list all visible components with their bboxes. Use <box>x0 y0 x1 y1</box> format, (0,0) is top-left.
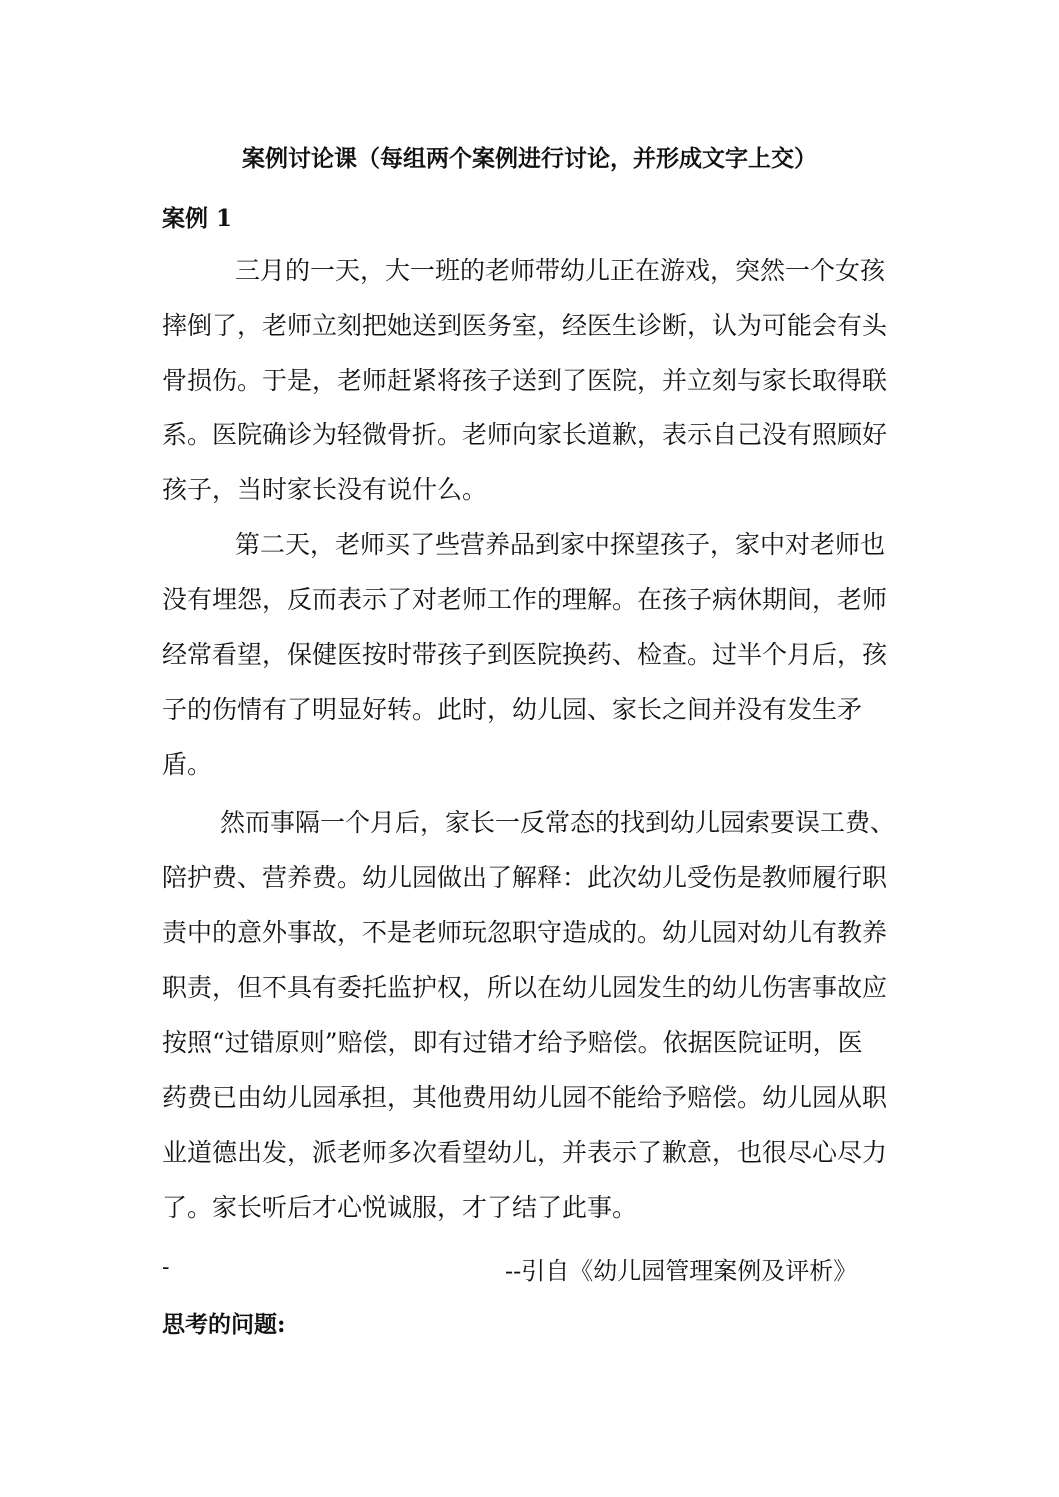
paragraph-line: 孩子，当时家长没有说什么。 <box>162 475 488 504</box>
paragraph-line: 子的伤情有了明显好转。此时，幼儿园、家长之间并没有发生矛 <box>162 695 863 724</box>
paragraph-line: 盾。 <box>162 750 213 779</box>
paragraph-line: 药费已由幼儿园承担，其他费用幼儿园不能给予赔偿。幼儿园从职 <box>162 1083 888 1112</box>
document-title: 案例讨论课（每组两个案例进行讨论，并形成文字上交） <box>242 145 817 172</box>
paragraph-line: 系。医院确诊为轻微骨折。老师向家长道歉，表示自己没有照顾好 <box>162 420 888 449</box>
paragraph-line: 三月的一天，大一班的老师带幼儿正在游戏，突然一个女孩 <box>235 256 886 285</box>
paragraph-line: 摔倒了，老师立刻把她送到医务室，经医生诊断，认为可能会有头 <box>162 311 888 340</box>
case-heading: 案例 1 <box>162 205 233 232</box>
paragraph-line: 职责，但不具有委托监护权，所以在幼儿园发生的幼儿伤害事故应 <box>162 973 888 1002</box>
paragraph-line: 然而事隔一个月后，家长一反常态的找到幼儿园索要误工费、 <box>220 808 896 837</box>
questions-heading: 思考的问题: <box>162 1311 286 1338</box>
paragraph-line: 第二天，老师买了些营养品到家中探望孩子，家中对老师也 <box>235 530 886 559</box>
paragraph-line: 业道德出发，派老师多次看望幼儿，并表示了歉意，也很尽心尽力 <box>162 1138 888 1167</box>
source-citation: --引自《幼儿园管理案例及评析》 <box>505 1257 858 1285</box>
paragraph-line: 责中的意外事故，不是老师玩忽职守造成的。幼儿园对幼儿有教养 <box>162 918 888 947</box>
source-dash: - <box>162 1255 170 1280</box>
paragraph-line: 没有埋怨，反而表示了对老师工作的理解。在孩子病休期间，老师 <box>162 585 888 614</box>
paragraph-line: 骨损伤。于是，老师赶紧将孩子送到了医院，并立刻与家长取得联 <box>162 366 888 395</box>
paragraph-line: 了。家长听后才心悦诚服，才了结了此事。 <box>162 1193 638 1222</box>
paragraph-line: 经常看望，保健医按时带孩子到医院换药、检查。过半个月后，孩 <box>162 640 888 669</box>
paragraph-line: 陪护费、营养费。幼儿园做出了解释：此次幼儿受伤是教师履行职 <box>162 863 888 892</box>
paragraph-line: 按照“过错原则”赔偿，即有过错才给予赔偿。依据医院证明，医 <box>162 1028 863 1057</box>
